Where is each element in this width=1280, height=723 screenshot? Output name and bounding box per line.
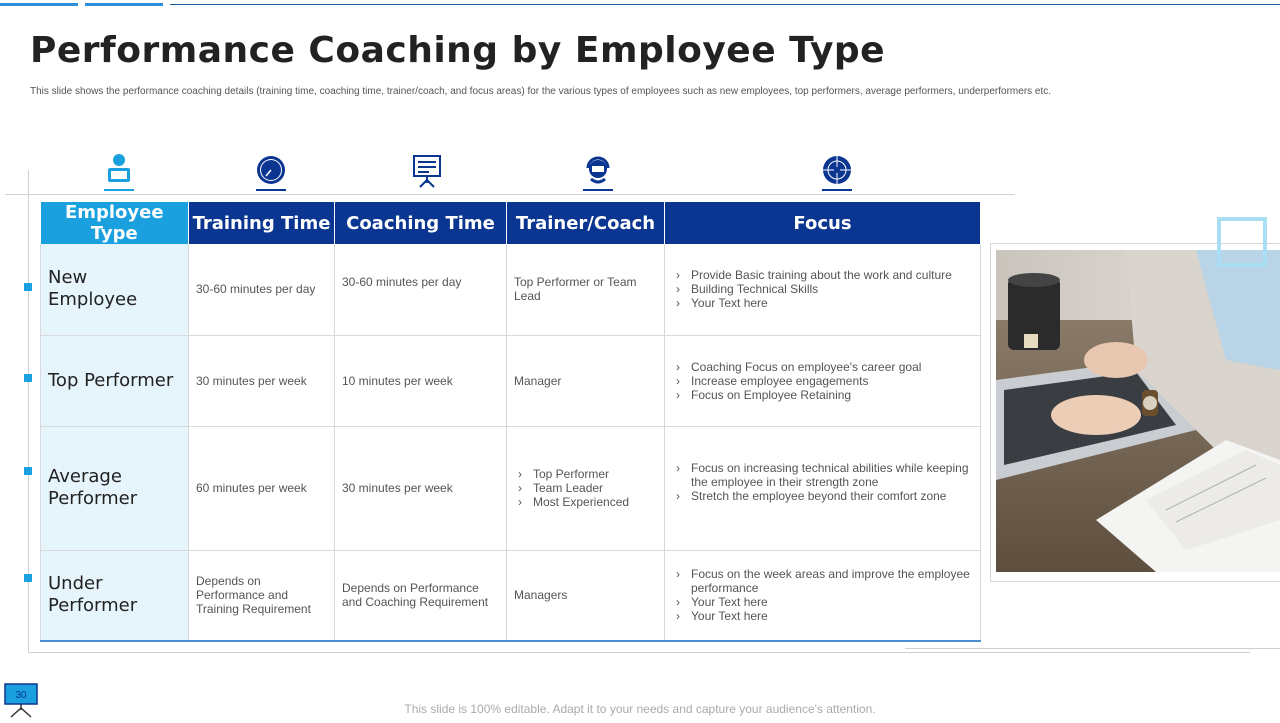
coaching-table bbox=[40, 202, 981, 642]
employee-type-line: Average bbox=[48, 466, 122, 487]
trainer-cell: Top Performer or Team Lead bbox=[507, 244, 665, 335]
row-marker bbox=[24, 283, 32, 291]
coaching-time-cell: 10 minutes per week bbox=[335, 335, 507, 426]
focus-cell bbox=[665, 426, 981, 550]
slide-subtitle: This slide shows the performance coaching details (training time, coaching time, trainer/coach, and focus areas) for the various types of employees such as new employees, top performers, average performers, underperformers etc. bbox=[30, 86, 1052, 97]
top-accent-bar bbox=[0, 3, 78, 6]
presentation-board-icon bbox=[407, 152, 447, 196]
trainer-cell: Manager bbox=[507, 335, 665, 426]
employee-type-line: Performer bbox=[48, 488, 138, 509]
frame-line bbox=[28, 652, 1250, 653]
focus-item: › Increase employee engagements bbox=[672, 374, 973, 388]
trainer-item: › Most Experienced bbox=[514, 495, 657, 509]
header-trainer-coach: Trainer/Coach bbox=[507, 202, 665, 244]
table-row bbox=[41, 426, 981, 550]
frame-line bbox=[905, 648, 1280, 649]
training-time-cell: Depends on Performance and Training Requirement bbox=[189, 550, 335, 641]
row-marker bbox=[24, 374, 32, 382]
header-coaching-time: Coaching Time bbox=[335, 202, 507, 244]
top-accent-bar bbox=[85, 3, 163, 6]
coaching-time-cell: 30 minutes per week bbox=[335, 426, 507, 550]
trainer-item: › Team Leader bbox=[514, 481, 657, 495]
page-number: 30 bbox=[15, 690, 27, 701]
training-time-cell: 30 minutes per week bbox=[189, 335, 335, 426]
focus-item: › Coaching Focus on employee's career goal bbox=[672, 360, 973, 374]
focus-cell bbox=[665, 550, 981, 641]
focus-cell bbox=[665, 335, 981, 426]
focus-item: › Focus on the week areas and improve the employee performance bbox=[672, 567, 973, 595]
trainer-cell bbox=[507, 426, 665, 550]
trainer-item: › Top Performer bbox=[514, 467, 657, 481]
computer-user-icon bbox=[99, 152, 139, 196]
focus-item: › Your Text here bbox=[672, 595, 973, 609]
focus-item: › Your Text here bbox=[672, 296, 973, 310]
clock-icon bbox=[251, 152, 291, 196]
table-row bbox=[41, 335, 981, 426]
table-row bbox=[41, 244, 981, 335]
employee-type-cell bbox=[41, 426, 189, 550]
employee-type-line: Under bbox=[48, 573, 103, 595]
focus-item: › Building Technical Skills bbox=[672, 282, 973, 296]
slide-title: Performance Coaching by Employee Type bbox=[30, 30, 886, 71]
employee-type-line: Performer bbox=[48, 595, 138, 617]
header-training-time: Training Time bbox=[189, 202, 335, 244]
target-icon bbox=[817, 152, 857, 196]
header-focus: Focus bbox=[665, 202, 981, 244]
trainer-cell: Managers bbox=[507, 550, 665, 641]
row-marker bbox=[24, 574, 32, 582]
focus-item: › Focus on increasing technical abilities while keeping the employee in their strength zone bbox=[672, 461, 973, 489]
focus-item: › Stretch the employee beyond their comfort zone bbox=[672, 489, 973, 503]
employee-type-cell: New Employee bbox=[41, 244, 189, 335]
frame-line bbox=[5, 194, 1015, 195]
focus-item: › Your Text here bbox=[672, 609, 973, 623]
focus-item: › Provide Basic training about the work and culture bbox=[672, 268, 973, 282]
headset-coach-icon bbox=[578, 152, 618, 196]
row-marker bbox=[24, 467, 32, 475]
training-time-cell: 60 minutes per week bbox=[189, 426, 335, 550]
focus-item: › Focus on Employee Retaining bbox=[672, 388, 973, 402]
top-rule bbox=[170, 4, 1280, 5]
employee-type-cell: Top Performer bbox=[41, 335, 189, 426]
footer-note: This slide is 100% editable. Adapt it to your needs and capture your audience's attention. bbox=[404, 702, 876, 716]
decorative-square bbox=[1217, 217, 1267, 267]
header-employee-type: Employee Type bbox=[41, 202, 189, 244]
laptop-typing-photo bbox=[996, 250, 1280, 572]
coaching-time-cell: 30-60 minutes per day bbox=[335, 244, 507, 335]
training-time-cell: 30-60 minutes per day bbox=[189, 244, 335, 335]
table-row bbox=[41, 550, 981, 641]
table-header-row bbox=[41, 202, 981, 244]
focus-cell bbox=[665, 244, 981, 335]
coaching-time-cell: Depends on Performance and Coaching Requirement bbox=[335, 550, 507, 641]
employee-type-cell bbox=[41, 550, 189, 641]
